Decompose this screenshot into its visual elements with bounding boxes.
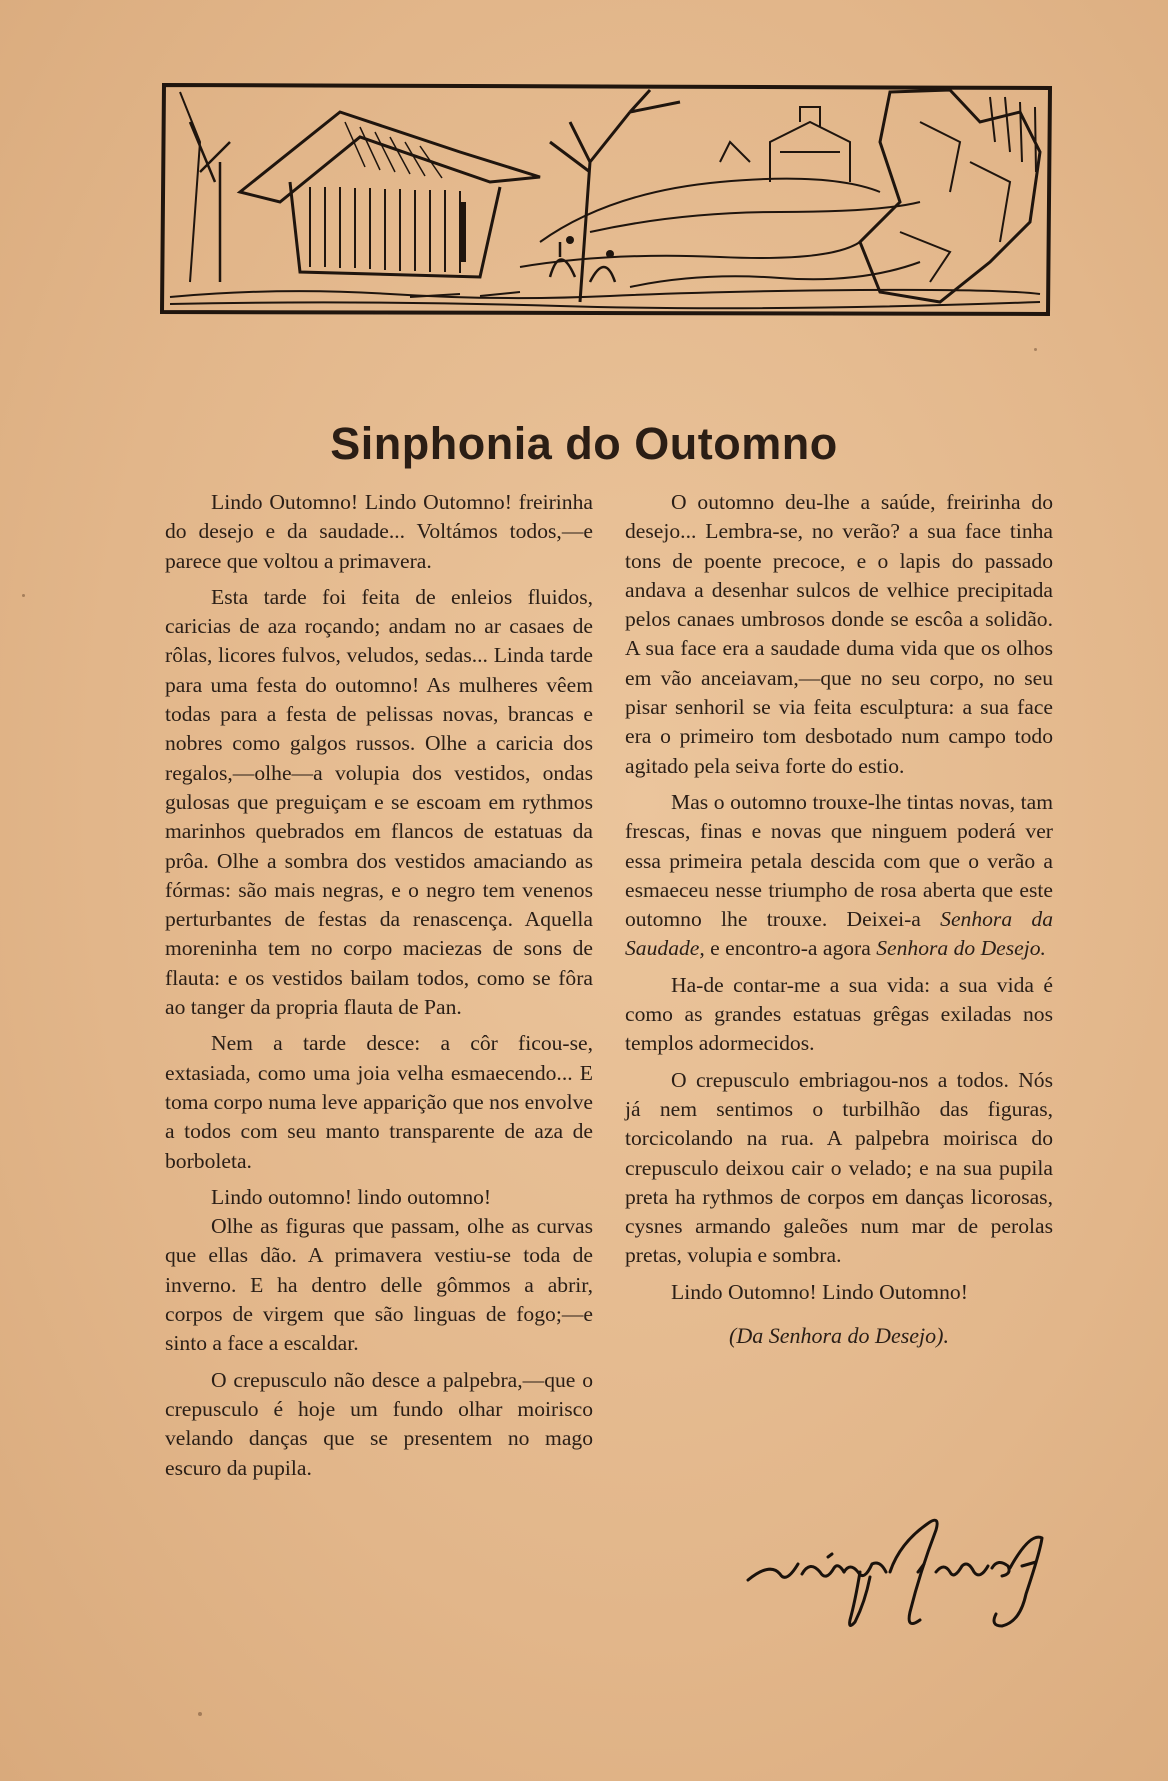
landscape-woodcut-icon: [160, 82, 1053, 320]
paragraph: Lindo outomno! lindo outomno!: [211, 1184, 492, 1209]
author-signature: [740, 1502, 1050, 1632]
paper-speck: [198, 1712, 202, 1716]
paragraph: [625, 788, 1053, 964]
paragraph: O crepusculo não desce a palpebra,—que o crepusculo é hoje um fundo olhar moirisco velando danças que se presentem no mago escuro da pupila.: [165, 1367, 593, 1480]
paper-speck: [1034, 348, 1037, 351]
paragraph-text: Mas o outomno trouxe-lhe tintas novas, tam frescas, finas e novas que ninguem poderá ver essa primeira petala descida com que o verão a esmaeceu nesse triumpho de rosa aberta que este outomno lhe trouxe. Deixei-a: [625, 789, 1053, 932]
emphasis-text: Senhora do Desejo.: [876, 936, 1046, 961]
woodcut-illustration: [160, 82, 1053, 320]
article-title: Sinphonia do Outomno: [330, 418, 838, 470]
paper-speck: [22, 594, 25, 597]
paragraph: Olhe as figuras que passam, olhe as curvas que ellas dão. A primavera vestiu-se toda de inverno. E ha dentro delle gômmos a abrir, corpos de virgem que são linguas de fogo;—e sinto a face a escaldar.: [165, 1214, 593, 1356]
paragraph: Nem a tarde desce: a côr ficou-se, extasiada, como uma joia velha esmaecendo... E toma corpo numa leve apparição que nos envolve a todos com seu manto transparente de aza de borboleta.: [165, 1031, 593, 1173]
emphasis-text: Senhora da Saudade,: [625, 907, 1053, 961]
paragraph: Lindo Outomno! Lindo Outomno! freirinha do desejo e da saudade... Voltámos todos,—e parece que voltou a primavera.: [165, 490, 593, 573]
paragraph: O outomno deu-lhe a saúde, freirinha do desejo... Lembra-se, no verão? a sua face tinha tons de poente precoce, e o lapis do passado andava a desenhar sulcos de velhice precipitada pelos canaes umbrosos donde se escôa a solidão. A sua face era a saudade duma vida que os olhos em vão anceiavam,—que no seu corpo, no seu pisar senhoril se via feita esculptura: a sua face era o primeiro tom desbotado num campo todo agitado pela seiva forte do estio.: [625, 490, 1053, 778]
paragraph: Lindo Outomno! Lindo Outomno!: [671, 1279, 968, 1304]
paragraph-text: e encontro-a agora: [704, 936, 877, 961]
paragraph: O crepusculo embriagou-nos a todos. Nós já nem sentimos o turbilhão das figuras, torcicolando na rua. A palpebra moirisca do crepusculo deixou cair o velado; e na sua pupila preta ha rythmos de corpos em danças licorosas, cysnes armando galeões num mar de perolas pretas, volupia e sombra.: [625, 1067, 1053, 1268]
paragraph: Ha-de contar-me a sua vida: a sua vida é como as grandes estatuas grêgas exiladas nos templos adormecidos.: [625, 972, 1053, 1056]
right-column: [625, 488, 1053, 1357]
handwritten-signature-icon: [740, 1502, 1050, 1632]
source-citation: (Da Senhora do Desejo).: [729, 1323, 949, 1349]
left-column: [165, 488, 593, 1490]
paragraph: Esta tarde foi feita de enleios fluidos, caricias de aza roçando; andam no ar casaes de rôlas, licores fulvos, veludos, sedas... Linda tarde para uma festa do outomno! As mulheres vêem todas para a festa de pelissas novas, brancas e nobres como galgos russos. Olhe a caricia dos regalos,—olhe—a volupia dos vestidos, ondas gulosas que preguiçam e se escoam em rythmos marinhos quebrados em flancos de estatuas da prôa. Olhe a sombra dos vestidos amaciando as fórmas: são mais negras, e o negro tem venenos perturbantes de festas da renascença. Aquella moreninha tem no corpo maciezas de sons de flauta: e os vestidos bailam todos, como se fôra ao tanger da propria flauta de Pan.: [165, 584, 593, 1020]
